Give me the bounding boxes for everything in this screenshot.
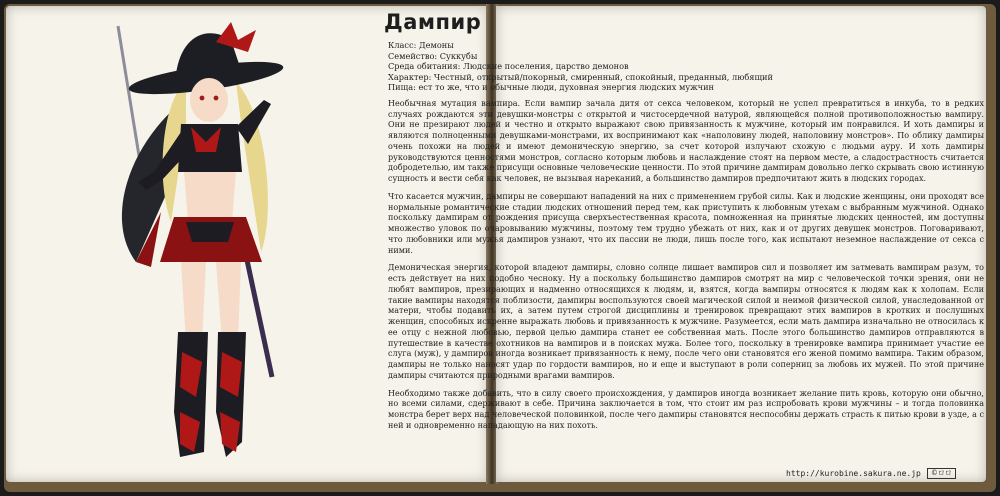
stat-character: Характер: Честный, открытый/покорный, смиренный, спокойный, преданный, любящий xyxy=(388,71,773,82)
stat-family: Семейство: Суккубы xyxy=(388,50,478,61)
footer xyxy=(786,467,986,479)
entry-text xyxy=(382,10,988,470)
stat-food: Пища: ест то же, что и обычные люди, духовная энергия людских мужчин xyxy=(388,82,714,93)
paragraph: Демоническая энергия, которой владеют дампиры, словно солнце лишает вампиров сил и позволяет им затмевать вампирам разум, то есть действует на них подобно чесноку. Ну а поскольку большинство дампиров смотрят на мир с человеческой точки зрения, они не любят вампиров, презирающих и надменно относящихся к людям, и, взятся, когда вампиры относятся к людям как к холопам. Если такие вампиры находятся поблизости, дампиры воспользуются своей магической силой и неимой физической силой, унаследованной от матери, чтобы подавить их, а затем путем строгой дисциплины и тренировок превращают этих вампиров в кротких и послушных женщин, способных искренне выражать любовь и привязанность к мужчине. Разумеется, если мать дампира изначально не относилась к ее отцу с нежной любовью, первой целью дампира станет ее собственная мать. После этого большинство дампиров отправляются в путешествие в качестве охотников на вампиров и в поисках мужа. Более того, поскольку в тренировке вампира принимает участие ее слуга (муж), у дампиров иногда возникает привязанность к нему, после чего они становятся его женой помимо вампира. Таким образом, дампиры не только наносят удар по гордости вампиров, но и еще и выступают в роли соперниц за любовь их мужей. По этой причине дампиры считаются природными врагами вампиров. xyxy=(388,263,984,380)
entry-title: Дампир xyxy=(384,10,482,34)
paragraph: Необычная мутация вампира. Если вампир зачала дитя от секса человеком, который не успел превратиться в инкуба, то в редких случаях рождаются эти девушки-монстры с открытой и чистосердечной натурой, являющейся полной противоположностью вампиру. Они не презирают людей и честно и открыто выражают свою привязанность к мужчине, который им понравился. И хоть дампиры и являются полноценными девушками-монстрами, их воспринимают как «наполовину людей, наполовину монстров». По облику дампиры очень похожи на людей и имеют демоническую энергию, за счет которой излучают схожую с людьми ауру. И хоть дампиры руководствуются ценностями монстров, согласно которым любовь и наслаждение стоят на первом месте, а сладострастность считается добродетелью, им также присущи основные человеческие ценности. По этой причине дампирам довольно легко скрывать свою истинную сущность и вести себя как человек, не вызывая нареканий, а большинство дампиров предпочитают жить в людских городах. xyxy=(388,98,984,184)
stats-block xyxy=(388,40,988,93)
copyright-logo: ©ロロ xyxy=(927,468,956,479)
paragraph: Что касается мужчин, дампиры не совершают нападений на них с применением грубой силы. Как и людские женщины, они проходят все нормальные романтические стадии людских отношений перед тем, как приступить к любовным утехам с выбранным мужчиной. Однако поскольку дампирам от рождения присуща сверхъестественная красота, помноженная на принятые людских ценностей, им доступны множество уловок по очаровыванию мужчины, поэтому тем трудно убежать от них, как и от других девушек монстров. Поговаривают, что любовники или мужья дампиров узнают, что их пассии не люди, лишь после того, как испытают неземное наслаждение от секса с ними. xyxy=(388,191,984,255)
paragraph: Необходимо также добавить, что в силу своего происхождения, у дампиров иногда возникает желание пить кровь, которую они обычно, но всеми силами, сдерживают в себе. Причина заключается в том, что стоит им раз испробовать крови мужчины – и тогда половинка монстра берет верх над человеческой половинкой, после чего дампиры становятся неспособны держать страсть к питью крови в узде, а с ней и одновременно нападающую на них похоть. xyxy=(388,388,984,430)
source-url[interactable]: http://kurobine.sakura.ne.jp xyxy=(786,468,921,478)
stat-habitat: Среда обитания: Людские поселения, царство демонов xyxy=(388,61,629,72)
stat-class: Класс: Демоны xyxy=(388,40,454,50)
dhampir-illustration-icon xyxy=(66,12,346,482)
